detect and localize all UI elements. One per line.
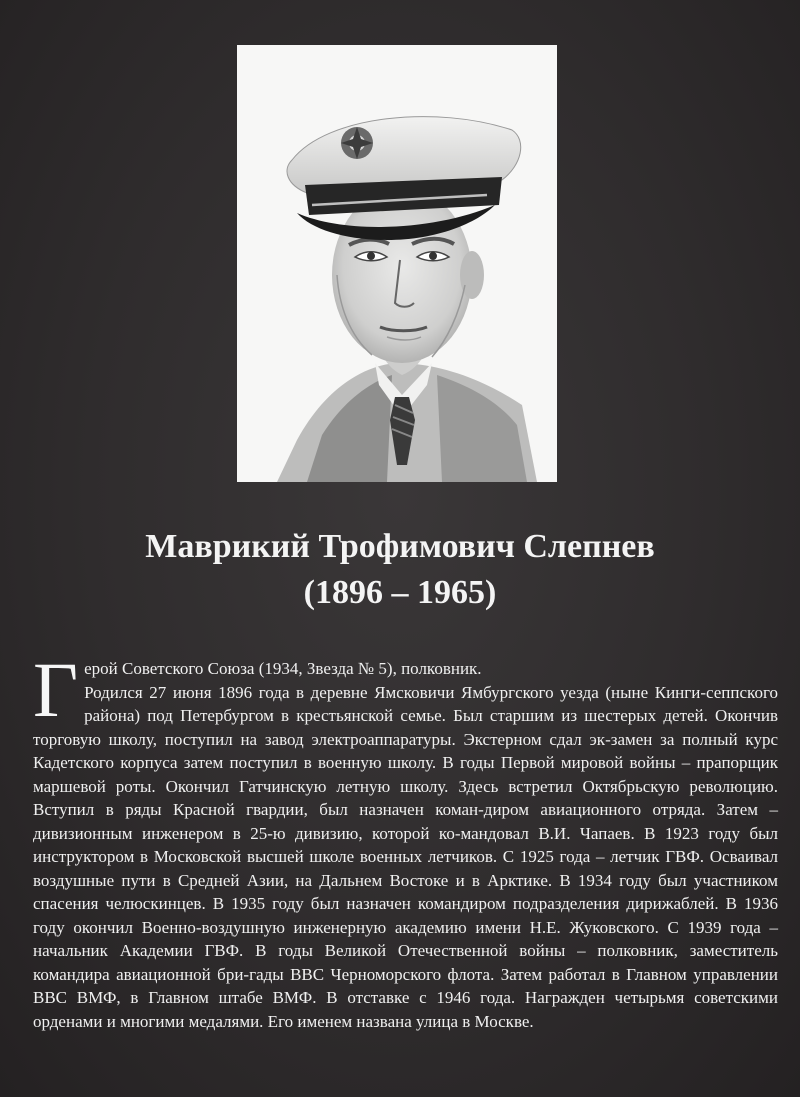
bio-body: Родился 27 июня 1896 года в деревне Ямсковичи Ямбургского уезда (ныне Кинги-сеппского района) под Петербургом в крестьянской семье. Был старшим из шестерых детей. Окончив торговую школу, поступил на завод электроаппаратуры. Экстерном сдал эк-замен за полный курс Кадетского корпуса затем поступил в военную школу. В годы Первой мировой войны – прапорщик маршевой роты. Окончил Гатчинскую летную школу. Здесь встретил Октябрьскую революцию. Вступил в ряды Красной гвардии, был назначен коман-диром авиационного отряда. Затем – дивизионным инженером в 25-ю дивизию, которой ко-мандовал В.И. Чапаев. В 1923 году был инструктором в Московской высшей школе военных летчиков. С 1925 года – летчик ГВФ. Осваивал воздушные пути в Средней Азии, на Дальнем Востоке и в Арктике. В 1934 году был участником спасения челюскинцев. В 1935 году был назначен командиром подразделения дирижаблей. В 1936 году окончил Военно-воздушную инженерную академию имени Н.Е. Жуковского. С 1939 года – начальник Академии ГВФ. В годы Великой Отечественной войны – полковник, заместитель командира авиационной бри-гады ВВС Черноморского флота. Затем работал в Главном управлении ВВС ВМФ, в Главном штабе ВМФ. В отставке с 1946 года. Награжден четырьмя советскими орденами и многими медалями. Его именем названа улица в Москве. (33, 682, 778, 1031)
page-title (0, 524, 800, 616)
bio-intro: ерой Советского Союза (1934, Звезда № 5), полковник. (84, 659, 482, 678)
portrait-image (237, 45, 557, 482)
life-years: (1896 – 1965) (303, 574, 497, 611)
biography (33, 646, 778, 1033)
person-name: Маврикий Трофимович Слепнев (145, 528, 655, 565)
officer-portrait-sketch-icon (237, 45, 557, 482)
drop-cap: Г (33, 646, 79, 733)
